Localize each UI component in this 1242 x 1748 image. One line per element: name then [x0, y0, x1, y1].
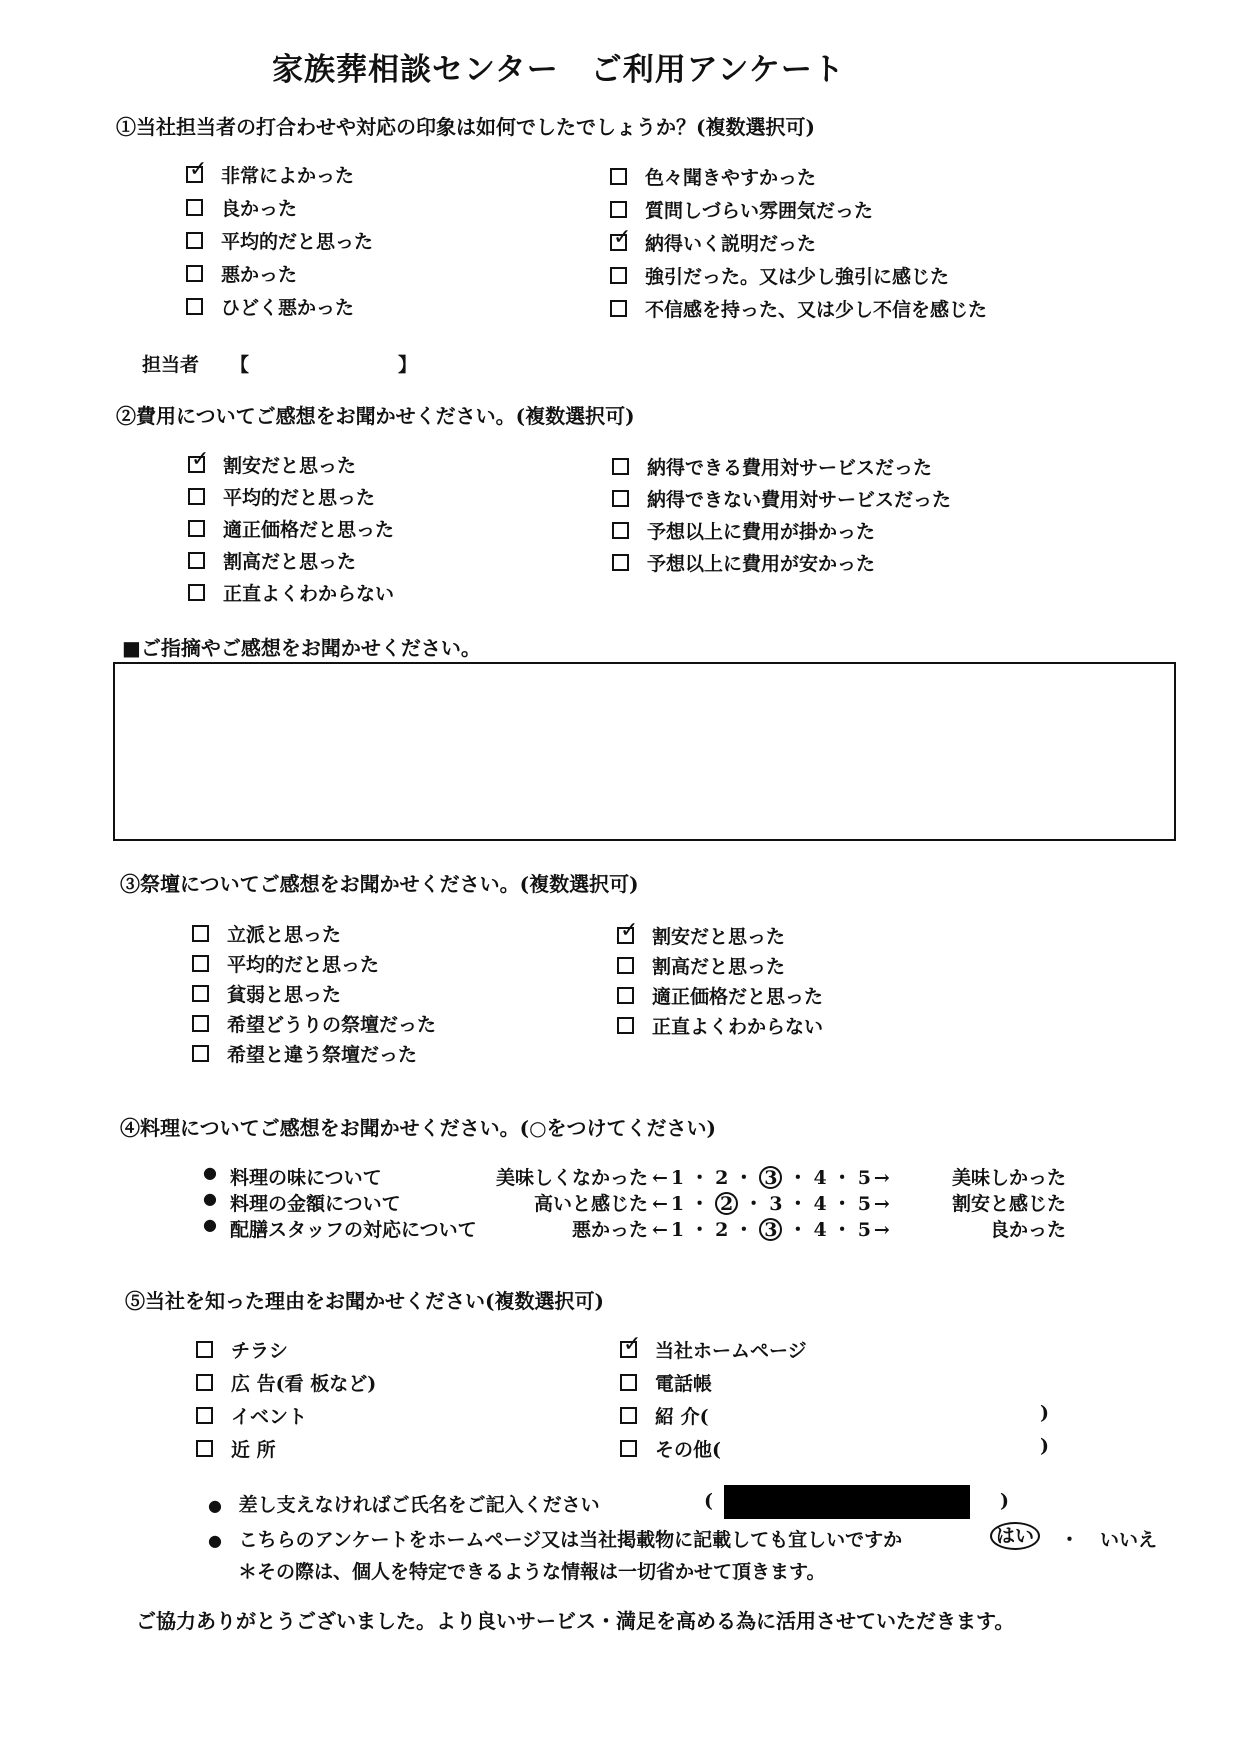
- option-label: 紹 介(: [655, 1406, 709, 1428]
- option-label: 納得できる費用対サービスだった: [647, 457, 933, 479]
- checkbox[interactable]: [620, 1374, 637, 1391]
- rating-high-label: 割安と感じた: [951, 1193, 1066, 1215]
- option-label: 強引だった。又は少し強引に感じた: [645, 266, 950, 288]
- option-label: 正直よくわからない: [223, 583, 395, 605]
- checkbox-checked[interactable]: [186, 157, 208, 183]
- checkbox[interactable]: [612, 554, 629, 571]
- redacted-name: [724, 1485, 970, 1519]
- page-title: 家族葬相談センター ご利用アンケート: [272, 52, 845, 88]
- publish-prompt: こちらのアンケートをホームページ又は当社掲載物に記載しても宜しいですか: [238, 1529, 903, 1551]
- checkbox[interactable]: [192, 985, 209, 1002]
- scale-separator: ・: [734, 1167, 754, 1189]
- checkbox-checked[interactable]: [188, 447, 210, 473]
- checkbox[interactable]: [196, 1407, 213, 1424]
- scale-option-selected[interactable]: 3: [759, 1166, 782, 1189]
- option-label: 割安だと思った: [652, 926, 786, 948]
- option-label: 電話帳: [655, 1373, 713, 1395]
- arrow-right-icon: →: [873, 1167, 890, 1189]
- scale-separator: ・: [832, 1193, 852, 1215]
- checkbox[interactable]: [610, 168, 627, 185]
- checkbox[interactable]: [620, 1407, 637, 1424]
- option-label: 色々聞きやすかった: [645, 167, 817, 189]
- checkbox[interactable]: [196, 1341, 213, 1358]
- option-label: 割安だと思った: [223, 455, 357, 477]
- checkbox[interactable]: [610, 267, 627, 284]
- scale-separator: ・: [788, 1193, 808, 1215]
- option-label: 平均的だと思った: [227, 954, 380, 976]
- checkbox[interactable]: [612, 458, 629, 475]
- checkbox[interactable]: [188, 584, 205, 601]
- checkbox[interactable]: [186, 298, 203, 315]
- checkbox[interactable]: [620, 1440, 637, 1457]
- scale-separator: ・: [690, 1193, 710, 1215]
- checkbox[interactable]: [186, 199, 203, 216]
- checkbox[interactable]: [192, 955, 209, 972]
- checkbox-checked[interactable]: [620, 1332, 642, 1358]
- rating-scale: [652, 1189, 890, 1216]
- rating-topic: 料理の金額について: [230, 1193, 401, 1215]
- rating-scale: [652, 1215, 890, 1242]
- option-label: ひどく悪かった: [221, 297, 355, 319]
- scale-option[interactable]: 4: [813, 1193, 827, 1215]
- checkbox[interactable]: [188, 520, 205, 537]
- name-open-paren: (: [704, 1490, 713, 1512]
- checkbox-checked[interactable]: [610, 225, 632, 251]
- scale-option[interactable]: 3: [769, 1193, 783, 1215]
- arrow-left-icon: ←: [652, 1219, 668, 1241]
- check-icon: ✓: [613, 225, 632, 250]
- rating-low-label: 美味しくなかった: [495, 1167, 648, 1189]
- option-label: 適正価格だと思った: [652, 986, 824, 1008]
- option-label: 貧弱と思った: [227, 984, 342, 1006]
- staff-bracket-close: 】: [398, 354, 418, 376]
- option-label: 希望と違う祭壇だった: [227, 1044, 418, 1066]
- bullet-icon: ●: [208, 1496, 222, 1515]
- checkbox[interactable]: [196, 1440, 213, 1457]
- option-label: 非常によかった: [221, 165, 355, 187]
- q4-question: ④料理についてご感想をお聞かせください。(○をつけてください): [120, 1116, 716, 1140]
- scale-option[interactable]: 5: [857, 1167, 871, 1189]
- closing-message: ご協力ありがとうございました。より良いサービス・満足を高める為に活用させていただきます。: [136, 1609, 1015, 1633]
- rating-high-label: 良かった: [989, 1219, 1066, 1241]
- comments-label: ■ご指摘やご感想をお聞かせください。: [122, 636, 481, 660]
- option-label: 良かった: [221, 198, 298, 220]
- option-label: その他(: [655, 1439, 721, 1461]
- publish-yes[interactable]: [990, 1522, 1040, 1550]
- option-close-paren: ): [1040, 1402, 1049, 1424]
- rating-scale: [652, 1163, 890, 1190]
- checkbox[interactable]: [192, 1015, 209, 1032]
- check-icon: ✓: [623, 1332, 642, 1357]
- checkbox[interactable]: [192, 925, 209, 942]
- scale-option[interactable]: 2: [715, 1219, 729, 1241]
- option-label: 質問しづらい雰囲気だった: [645, 200, 874, 222]
- staff-bracket-open: 【: [230, 354, 250, 376]
- checkbox[interactable]: [186, 265, 203, 282]
- checkbox[interactable]: [610, 300, 627, 317]
- checkbox[interactable]: [192, 1045, 209, 1062]
- checkbox[interactable]: [610, 201, 627, 218]
- publish-row: [208, 1525, 902, 1552]
- arrow-right-icon: →: [873, 1193, 890, 1215]
- option-label: 平均的だと思った: [223, 487, 376, 509]
- scale-option-selected[interactable]: 3: [759, 1218, 782, 1241]
- comments-text: [115, 664, 1174, 680]
- bullet-icon: ●: [203, 1189, 217, 1208]
- option-label: 予想以上に費用が安かった: [647, 553, 876, 575]
- checkbox-checked[interactable]: [617, 918, 639, 944]
- arrow-right-icon: →: [873, 1219, 890, 1241]
- option-label: 納得いく説明だった: [645, 233, 817, 255]
- scale-option[interactable]: 2: [715, 1167, 729, 1189]
- name-row: [208, 1490, 600, 1517]
- q5-question: ⑤当社を知った理由をお聞かせください(複数選択可): [125, 1289, 604, 1313]
- q3-question: ③祭壇についてご感想をお聞かせください。(複数選択可): [120, 872, 639, 896]
- option-close-paren: ): [1040, 1435, 1049, 1457]
- q2-question: ②費用についてご感想をお聞かせください。(複数選択可): [116, 404, 635, 428]
- scale-option[interactable]: 5: [857, 1219, 871, 1241]
- option-label: 悪かった: [221, 264, 298, 286]
- rating-topic: 配膳スタッフの対応について: [230, 1219, 477, 1241]
- checkbox[interactable]: [612, 522, 629, 539]
- scale-option-selected[interactable]: 2: [715, 1192, 738, 1215]
- scale-separator: ・: [788, 1219, 808, 1241]
- scale-separator: ・: [788, 1167, 808, 1189]
- option-label: 平均的だと思った: [221, 231, 374, 253]
- option-label: 不信感を持った、又は少し不信を感じた: [645, 299, 988, 321]
- checkbox[interactable]: [617, 957, 634, 974]
- bullet-icon: ●: [208, 1531, 222, 1550]
- publish-no[interactable]: いいえ: [1100, 1529, 1158, 1551]
- q1-question: ①当社担当者の打合わせや対応の印象は如何でしたでしょうか？(複数選択可): [116, 115, 815, 139]
- arrow-left-icon: ←: [652, 1167, 668, 1189]
- checkbox[interactable]: [612, 490, 629, 507]
- option-label: 割高だと思った: [652, 956, 786, 978]
- scale-option[interactable]: 1: [670, 1193, 685, 1215]
- scale-separator: ・: [832, 1167, 852, 1189]
- option-label: 予想以上に費用が掛かった: [647, 521, 876, 543]
- arrow-left-icon: ←: [652, 1193, 668, 1215]
- bullet-icon: ●: [203, 1215, 217, 1234]
- option-label: 広 告(看 板など): [231, 1373, 377, 1395]
- checkbox[interactable]: [188, 552, 205, 569]
- rating-topic: 料理の味について: [230, 1167, 382, 1189]
- checkbox[interactable]: [617, 1017, 634, 1034]
- check-icon: ✓: [620, 918, 639, 943]
- scale-separator: ・: [690, 1219, 710, 1241]
- scale-separator: ・: [744, 1193, 764, 1215]
- name-close-paren: ): [1000, 1490, 1009, 1512]
- rating-low-label: 悪かった: [571, 1219, 648, 1241]
- rating-low-label: 高いと感じた: [533, 1193, 648, 1215]
- scale-option[interactable]: 4: [813, 1219, 827, 1241]
- rating-high-label: 美味しかった: [951, 1167, 1066, 1189]
- option-label: 正直よくわからない: [652, 1016, 824, 1038]
- scale-separator: ・: [832, 1219, 852, 1241]
- option-label: チラシ: [231, 1340, 289, 1362]
- publish-note: ＊その際は、個人を特定できるような情報は一切省かせて頂きます。: [238, 1561, 826, 1583]
- option-label: 当社ホームページ: [655, 1340, 807, 1362]
- scale-option[interactable]: 4: [813, 1167, 827, 1189]
- option-label: 適正価格だと思った: [223, 519, 395, 541]
- scale-option[interactable]: 1: [670, 1167, 685, 1189]
- publish-yes-label: はい: [990, 1522, 1040, 1550]
- option-label: 割高だと思った: [223, 551, 357, 573]
- staff-label: 担当者: [142, 354, 200, 376]
- scale-separator: ・: [734, 1219, 754, 1241]
- name-prompt: 差し支えなければご氏名をご記入ください: [238, 1494, 600, 1516]
- scale-option[interactable]: 5: [857, 1193, 871, 1215]
- checkbox[interactable]: [188, 488, 205, 505]
- check-icon: ✓: [189, 157, 208, 182]
- option-label: 納得できない費用対サービスだった: [647, 489, 952, 511]
- checkbox[interactable]: [617, 987, 634, 1004]
- scale-separator: ・: [690, 1167, 710, 1189]
- bullet-icon: ●: [203, 1163, 217, 1182]
- checkbox[interactable]: [186, 232, 203, 249]
- check-icon: ✓: [191, 447, 210, 472]
- option-label: 希望どうりの祭壇だった: [227, 1014, 437, 1036]
- comments-textbox[interactable]: [113, 662, 1176, 841]
- option-label: 立派と思った: [227, 924, 342, 946]
- option-label: 近 所: [231, 1439, 276, 1461]
- option-label: イベント: [231, 1406, 308, 1428]
- checkbox[interactable]: [196, 1374, 213, 1391]
- staff-name-field[interactable]: [256, 348, 396, 374]
- publish-separator: ・: [1060, 1529, 1080, 1551]
- scale-option[interactable]: 1: [670, 1219, 685, 1241]
